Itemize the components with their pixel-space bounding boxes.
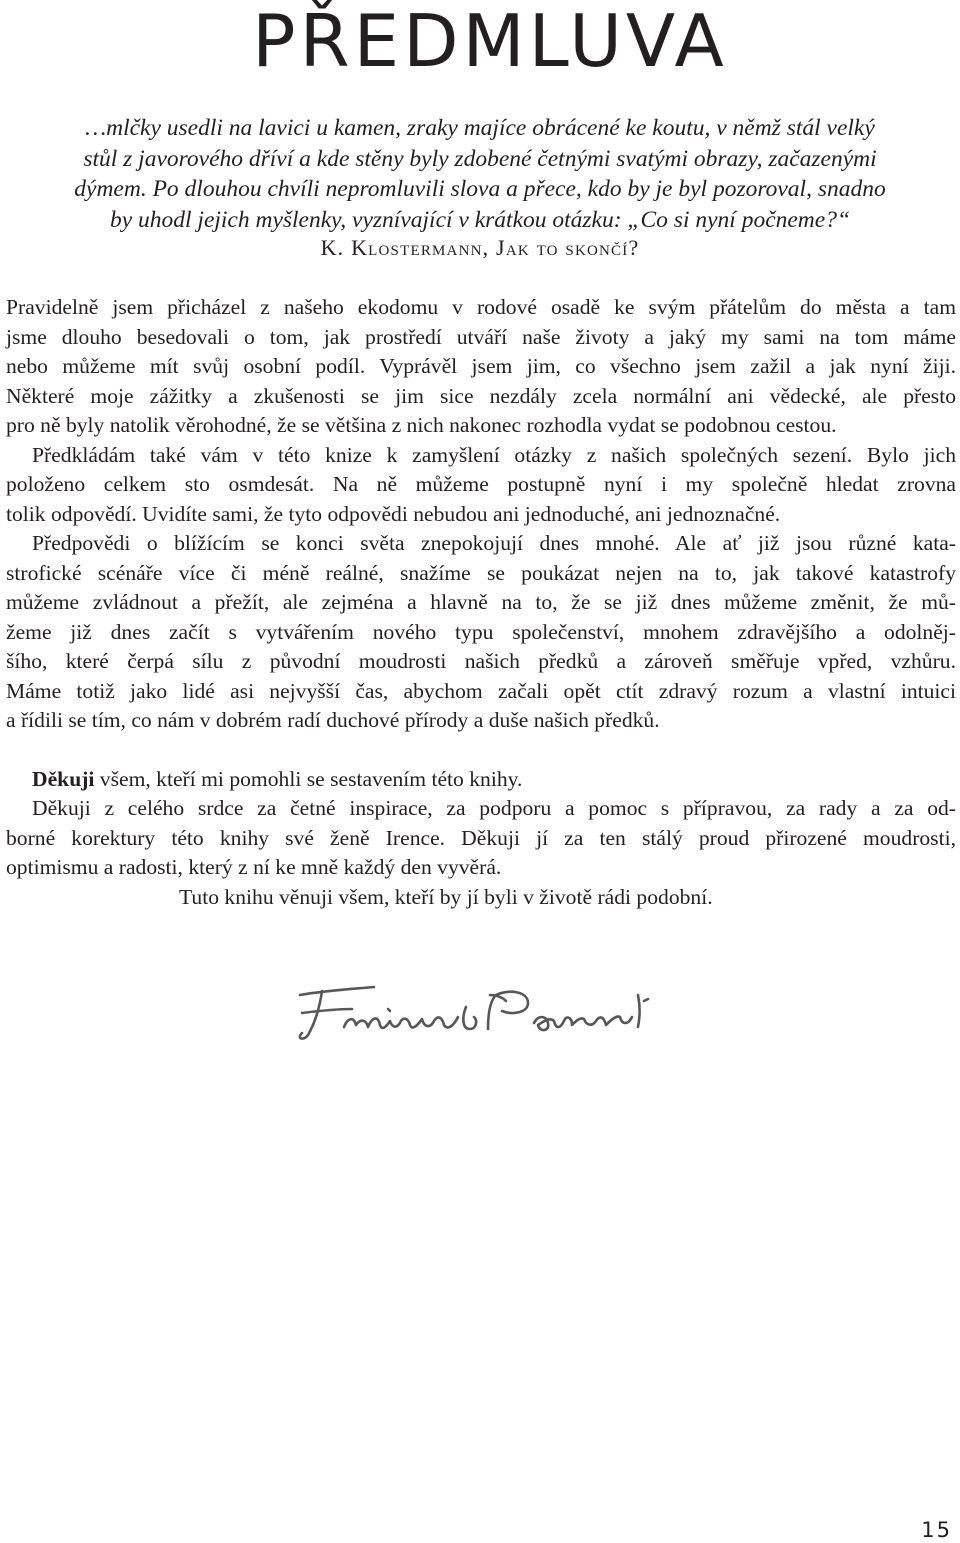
paragraph-line: Pravidelně jsem přicházel z našeho ekodomu v rodové osadě ke svým přátelům do města a tam (6, 295, 956, 319)
paragraph-gap (6, 736, 956, 765)
dedication-line: Tuto knihu věnuji všem, kteří by jí byli v životě rádi podobní. (179, 884, 713, 909)
thanks-bold-word: Děkuji (32, 766, 95, 791)
epigraph-line: stůl z javorového dříví a kde stěny byly zdobené četnými svatými obrazy, začazenými (83, 145, 877, 172)
paragraph-line: pro ně byly natolik věrohodné, že se většina z nich nakonec rozhodla vydat se podobnou cestou. (6, 413, 837, 437)
epigraph-line: …mlčky usedli na lavici u kamen, zraky majíce obrácené ke koutu, v němž stál velký (85, 115, 875, 141)
thanks-first-rest: všem, kteří mi pomohli se sestavením této knihy. (94, 766, 523, 791)
body-text (6, 293, 956, 912)
paragraph-line: žeme již dnes začít s vytvářením nového typu společenství, mnohem zdravějšího a odolněj- (6, 619, 956, 644)
epigraph-line: dýmem. Po dlouhou chvíli nepromluvili slova a přece, kdo by je byl pozoroval, snadno (74, 176, 886, 203)
paragraph-line: tolik odpovědí. Uvidíte sami, že tyto odpovědi nebudou ani jednoduché, ani jednoznačné. (6, 501, 781, 526)
paragraph-line: nebo můžeme mít svůj osobní podíl. Vyprávěl jsem jim, co všechno jsem zažil a jak nyní žiji. (6, 354, 956, 378)
signature-image (282, 965, 682, 1075)
epigraph-line: by uhodl jejich myšlenky, vyznívající v krátkou otázku: „Co si nyní počneme?“ (109, 206, 851, 233)
paragraph-line: Předpovědi o blížícím se konci světa znepokojují dnes mnohé. Ale ať již jsou různé kata- (32, 531, 956, 555)
paragraph-line: Předkládám také vám v této knize k zamyšlení otázky z našich společných sezení. Bylo jich (32, 442, 956, 467)
thanks-line (6, 765, 956, 795)
thanks-line: Děkuji z celého srdce za četné inspirace, za podporu a pomoc s přípravou, za rady a za od- (32, 796, 956, 820)
page-title: PŘEDMLUVA (252, 0, 728, 83)
paragraph-line: položeno celkem sto osmdesát. Na ně můžeme postupně nyní i my společně hledat zrovna (6, 472, 956, 496)
paragraph-line: šího, které čerpá sílu z původní moudrosti našich předků a zároveň směřuje vpřed, vzhůru. (6, 649, 956, 673)
paragraph-line: Máme totiž jako lidé asi nejvyšší čas, abychom začali opět ctít zdravý rozum a vlastní intuici (6, 678, 956, 703)
paragraph-line: jsme dlouho besedovali o tom, jak prostředí utváří naše životy a jaký my sami na tom máme (6, 324, 956, 349)
epigraph (40, 113, 920, 235)
page-number: 15 (921, 1518, 952, 1542)
thanks-line: borné korektury této knihy své ženě Irence. Děkuji jí za ten stálý proud přirozené moudrosti, (6, 825, 956, 850)
paragraph-line: strofické scénáře více či méně reálné, snažíme se poukázat nejen na to, jak takové katastrofy (6, 560, 956, 585)
paragraph-line: můžeme zvládnout a přežít, ale zejména a hlavně na to, že se již dnes můžeme změnit, že mů- (6, 590, 956, 614)
thanks-line: optimismu a radosti, který z ní ke mně každý den vyvěrá. (6, 855, 502, 879)
paragraph-line: a řídili se tím, co nám v dobrém radí duchové přírody a duše našich předků. (6, 708, 660, 732)
epigraph-attribution: K. Klostermann, Jak to skončí? (320, 235, 640, 260)
paragraph-line: Některé moje zážitky a zkušenosti se jim sice nezdály zcela normální ani vědecké, ale přesto (6, 383, 956, 408)
